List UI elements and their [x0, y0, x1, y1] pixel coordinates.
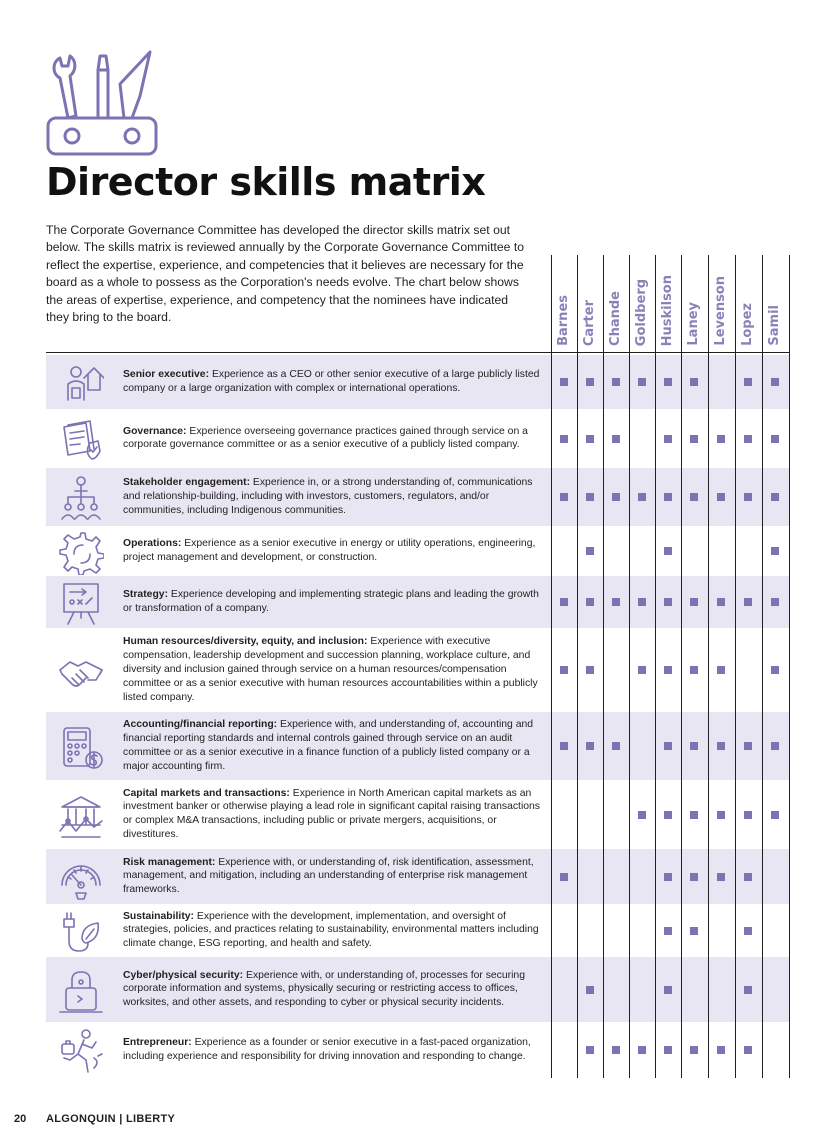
multi-tool-icon: [46, 48, 158, 158]
skill-mark: [612, 1046, 620, 1054]
skill-mark: [664, 547, 672, 555]
skill-mark: [771, 742, 779, 750]
skill-mark: [744, 435, 752, 443]
director-name: Lopez: [740, 303, 755, 346]
skill-mark: [717, 1046, 725, 1054]
skill-mark: [771, 547, 779, 555]
skill-mark: [744, 1046, 752, 1054]
operations-gear-icon: [58, 529, 104, 575]
skill-name: Cyber/physical security:: [123, 969, 244, 981]
skill-mark: [560, 598, 568, 606]
skill-detail: Experience with, or understanding of, risk identification, assessment, management, and mitigation, including an understanding of enterprise risk management frameworks.: [123, 856, 534, 896]
skill-mark: [744, 378, 752, 386]
skill-mark: [664, 742, 672, 750]
skill-mark: [664, 598, 672, 606]
skill-mark: [771, 378, 779, 386]
skill-mark: [717, 873, 725, 881]
skill-row: [46, 957, 789, 1022]
skill-description: [123, 425, 543, 453]
director-name: Goldberg: [634, 278, 649, 346]
skill-mark: [771, 435, 779, 443]
column-divider: [762, 255, 763, 1078]
skill-row: [46, 712, 789, 780]
column-divider: [629, 255, 630, 1078]
column-divider: [577, 255, 578, 1078]
skill-mark: [690, 927, 698, 935]
skill-mark: [744, 873, 752, 881]
skill-name: Capital markets and transactions:: [123, 787, 290, 799]
skill-description: [123, 969, 543, 1011]
skill-mark: [744, 598, 752, 606]
page-number: 20: [14, 1113, 27, 1125]
stakeholder-network-icon: [58, 475, 104, 521]
director-header: [656, 252, 680, 348]
director-header: [552, 252, 576, 348]
skill-mark: [664, 811, 672, 819]
director-header: [682, 252, 706, 348]
skill-mark: [744, 493, 752, 501]
handshake-icon: [58, 648, 104, 694]
director-name: Carter: [582, 299, 597, 346]
skill-name: Strategy:: [123, 589, 169, 601]
skill-mark: [690, 1046, 698, 1054]
skill-row: [46, 468, 789, 526]
skill-mark: [638, 378, 646, 386]
director-header: [763, 252, 787, 348]
skill-mark: [664, 666, 672, 674]
director-header: [630, 252, 654, 348]
skill-row: [46, 576, 789, 628]
skill-mark: [638, 666, 646, 674]
skill-row: [46, 849, 789, 904]
director-name: Huskilson: [660, 274, 675, 346]
skill-mark: [690, 666, 698, 674]
skill-mark: [638, 598, 646, 606]
skill-mark: [560, 493, 568, 501]
skill-row: [46, 780, 789, 849]
skill-mark: [664, 927, 672, 935]
skill-description: [123, 368, 543, 396]
skill-detail: Experience overseeing governance practices gained through service on a corporate governance committee or as a senior executive of a publicly listed company.: [123, 425, 528, 451]
skill-mark: [690, 435, 698, 443]
skill-detail: Experience with executive compensation, leadership development and succession planning, workplace culture, and diversity and inclusion gained through service on a human resources/compensation committee or as a senior executive with human resources accountabilities within a publicly listed company.: [123, 636, 538, 703]
skill-mark: [560, 873, 568, 881]
skill-mark: [586, 493, 594, 501]
skill-mark: [690, 598, 698, 606]
skill-mark: [744, 986, 752, 994]
skill-mark: [638, 493, 646, 501]
director-header: [578, 252, 602, 348]
skill-name: Sustainability:: [123, 910, 195, 922]
skill-mark: [638, 811, 646, 819]
skill-detail: Experience as a founder or senior executive in a fast-paced organization, including experience and responsibility for driving innovation and responding to change.: [123, 1037, 531, 1062]
skill-description: [123, 718, 543, 774]
security-padlock-icon: [58, 968, 104, 1014]
entrepreneur-running-icon: [58, 1028, 104, 1074]
skill-mark: [586, 547, 594, 555]
skill-mark: [612, 598, 620, 606]
skill-mark: [717, 666, 725, 674]
skill-mark: [638, 1046, 646, 1054]
skill-detail: Experience with, and understanding of, accounting and financial reporting standards and internal controls gained through service on an audit committee or as a senior executive in a finance function of a publicly listed company or a major accounting firm.: [123, 719, 534, 772]
skill-mark: [717, 811, 725, 819]
skill-mark: [744, 927, 752, 935]
director-name: Chande: [608, 291, 623, 346]
skill-mark: [690, 811, 698, 819]
intro-paragraph: The Corporate Governance Committee has developed the director skills matrix set out below. The skills matrix is reviewed annually by the Corporate Governance Committee to reflect the expertise, experience, and competencies that it believes are necessary for the board as a whole to possess as the Corporation's needs evolve. The chart below shows the areas of expertise, experience, and competency that the nominees have indicated they bring to the board.: [46, 223, 525, 325]
skill-mark: [612, 378, 620, 386]
skill-mark: [586, 598, 594, 606]
column-divider: [551, 255, 552, 1078]
skill-description: [123, 635, 543, 705]
skill-mark: [771, 811, 779, 819]
skill-detail: Experience in, or a strong understanding of, communications and relationship-building, including with investors, customers, regulators, and/or communities, including Indigenous communities.: [123, 477, 533, 516]
skill-mark: [586, 986, 594, 994]
skill-description: [123, 787, 543, 843]
skill-mark: [690, 873, 698, 881]
column-divider: [681, 255, 682, 1078]
director-header: [604, 252, 628, 348]
skill-row: [46, 409, 789, 468]
skill-description: [123, 537, 543, 565]
skill-mark: [664, 986, 672, 994]
skill-mark: [612, 493, 620, 501]
skill-mark: [664, 493, 672, 501]
skill-mark: [586, 378, 594, 386]
skill-mark: [560, 742, 568, 750]
skill-row: [46, 628, 789, 712]
strategy-board-icon: [58, 580, 104, 626]
skill-description: [123, 1036, 543, 1064]
governance-document-shield-icon: [58, 417, 104, 463]
skill-name: Stakeholder engagement:: [123, 477, 251, 489]
skill-description: [123, 856, 543, 898]
skill-mark: [690, 493, 698, 501]
skill-mark: [664, 378, 672, 386]
skill-row: [46, 355, 789, 409]
page-title: Director skills matrix: [46, 160, 486, 204]
skill-mark: [560, 435, 568, 443]
skill-name: Senior executive:: [123, 369, 210, 381]
column-divider: [655, 255, 656, 1078]
skill-name: Human resources/diversity, equity, and inclusion:: [123, 636, 368, 648]
skill-mark: [664, 435, 672, 443]
sustainability-plug-leaf-icon: [58, 909, 104, 955]
director-name: Samil: [767, 305, 782, 346]
skill-mark: [612, 435, 620, 443]
skill-mark: [690, 378, 698, 386]
column-divider: [735, 255, 736, 1078]
skill-mark: [586, 666, 594, 674]
skill-mark: [717, 493, 725, 501]
skill-mark: [586, 435, 594, 443]
skill-row: [46, 1022, 789, 1078]
skill-mark: [560, 666, 568, 674]
calculator-icon: [58, 724, 104, 770]
director-header: [709, 252, 733, 348]
column-divider: [708, 255, 709, 1078]
skill-name: Risk management:: [123, 856, 216, 868]
column-divider: [789, 255, 790, 1078]
skill-mark: [717, 598, 725, 606]
director-name: Levenson: [713, 276, 728, 346]
skill-mark: [560, 378, 568, 386]
skill-mark: [664, 873, 672, 881]
skill-detail: Experience developing and implementing strategic plans and leading the growth or transformation of a company.: [123, 589, 539, 614]
director-name: Laney: [686, 302, 701, 346]
footer-brand: ALGONQUIN | LIBERTY: [46, 1113, 176, 1125]
skill-mark: [771, 598, 779, 606]
skill-mark: [586, 1046, 594, 1054]
executive-person-icon: [58, 360, 104, 406]
capital-markets-bank-icon: [58, 793, 104, 839]
skill-description: [123, 910, 543, 952]
skill-name: Accounting/financial reporting:: [123, 719, 278, 731]
skill-detail: Experience as a senior executive in energy or utility operations, engineering, project management and development, or construction.: [123, 538, 536, 563]
skill-name: Governance:: [123, 425, 187, 437]
skill-mark: [612, 742, 620, 750]
skill-mark: [586, 742, 594, 750]
skill-mark: [771, 666, 779, 674]
header-rule: [46, 352, 789, 353]
skill-row: [46, 526, 789, 576]
director-name: Barnes: [556, 295, 571, 346]
director-header: [736, 252, 760, 348]
skill-description: [123, 588, 543, 616]
column-divider: [603, 255, 604, 1078]
skill-mark: [744, 742, 752, 750]
skill-description: [123, 476, 543, 518]
skill-detail: Experience in North American capital markets as an investment banker or otherwise playing a lead role in significant capital raising transactions or complex M&A transactions, including public or private mergers, acquisitions, or divestitures.: [123, 787, 541, 841]
skill-name: Operations:: [123, 538, 182, 550]
skill-row: [46, 904, 789, 957]
skill-mark: [717, 435, 725, 443]
skill-name: Entrepreneur:: [123, 1037, 192, 1049]
skill-detail: Experience as a CEO or other senior executive of a large publicly listed company or a large organization with complex or international operations.: [123, 369, 540, 394]
skill-mark: [744, 811, 752, 819]
risk-gauge-icon: [58, 855, 104, 901]
skill-mark: [664, 1046, 672, 1054]
skill-detail: Experience with the development, implementation, and oversight of strategies, policies, and practices relating to sustainability, environmental matters including climate change, ESG reporting, and health and safety.: [123, 910, 539, 950]
skill-mark: [690, 742, 698, 750]
skill-mark: [771, 493, 779, 501]
skill-detail: Experience with, or understanding of, processes for securing corporate information and systems, physically securing or restricting access to offices, worksites, and other assets, and responding to cyber or physical security incidents.: [123, 969, 525, 1009]
skill-mark: [717, 742, 725, 750]
